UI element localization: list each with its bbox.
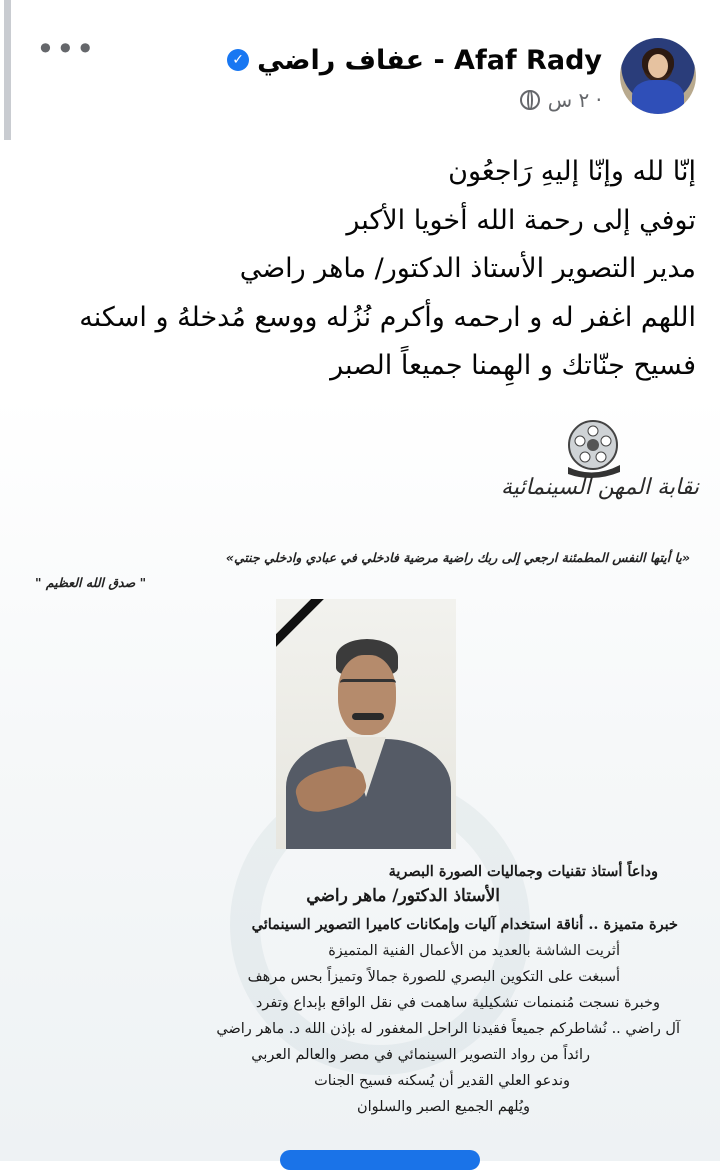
post-line: توفي إلى رحمة الله أخويا الأكبر [346,204,696,236]
bottom-indicator [280,1150,480,1170]
farewell-line: وداعاً أستاذ تقنيات وجماليات الصورة البصرية [388,863,658,880]
more-icon[interactable]: ••• [36,30,96,68]
obituary-line: وخبرة نسجت مُنمنمات تشكيلية ساهمت في نقل الواقع بإبداع وتفرد [255,995,660,1011]
quran-source: " صدق الله العظيم " [35,575,147,590]
post-line: إنّا لله وإنّا إليهِ رَاجعُون [448,156,696,187]
globe-icon[interactable] [520,90,540,110]
verified-badge-icon: ✓ [227,49,249,71]
portrait-photo [276,599,456,849]
obituary-line: ويُلهم الجميع الصبر والسلوان [356,1099,530,1115]
post-meta [520,88,602,112]
post-text [16,148,696,391]
author-row [227,40,602,80]
doctor-name: الأستاذ الدكتور/ ماهر راضي [306,886,500,906]
post-image[interactable] [0,395,720,1161]
post-line: مدير التصوير الأستاذ الدكتور/ ماهر راضي [239,253,696,284]
obituary-line: وندعو العلي القدير أن يُسكنه فسيح الجنات [314,1073,570,1089]
mourning-ribbon-icon [276,599,336,659]
post-line: اللهم اغفر له و ارحمه وأكرم نُزُله ووسع مُدخلهُ و اسكنه [79,301,696,333]
avatar[interactable] [620,38,696,114]
obituary-line: أسبغت على التكوين البصري للصورة جمالاً وتميزاً بحس مرهف [247,969,620,985]
post-time[interactable]: ٢ س · [547,88,602,112]
film-reel-logo-icon [562,417,624,479]
obituary-line: خبرة متميزة .. أناقة استخدام آليات وإمكانات كاميرا التصوير السينمائي [251,916,678,933]
obituary-line: أثريت الشاشة بالعديد من الأعمال الفنية المتميزة [328,943,620,959]
post-header [0,0,720,140]
obituary-text [20,863,680,1115]
author-name[interactable]: عفاف راضي - Afaf Rady [257,44,602,76]
obituary-line: رائداً من رواد التصوير السينمائي في مصر والعالم العربي [251,1047,590,1063]
syndicate-logo-text: نقابة المهن السينمائية [501,475,699,500]
post-line: فسيح جنّاتك و الهِمنا جميعاً الصبر [330,350,696,381]
quran-verse: «يا أيتها النفس المطمئنة ارجعي إلى ربك راضية مرضية فادخلي في عبادي وادخلي جنتي» [225,550,690,565]
obituary-line: آل راضي .. نُشاطركم جميعاً فقيدنا الراحل المغفور له بإذن الله د. ماهر راضي [216,1021,680,1037]
